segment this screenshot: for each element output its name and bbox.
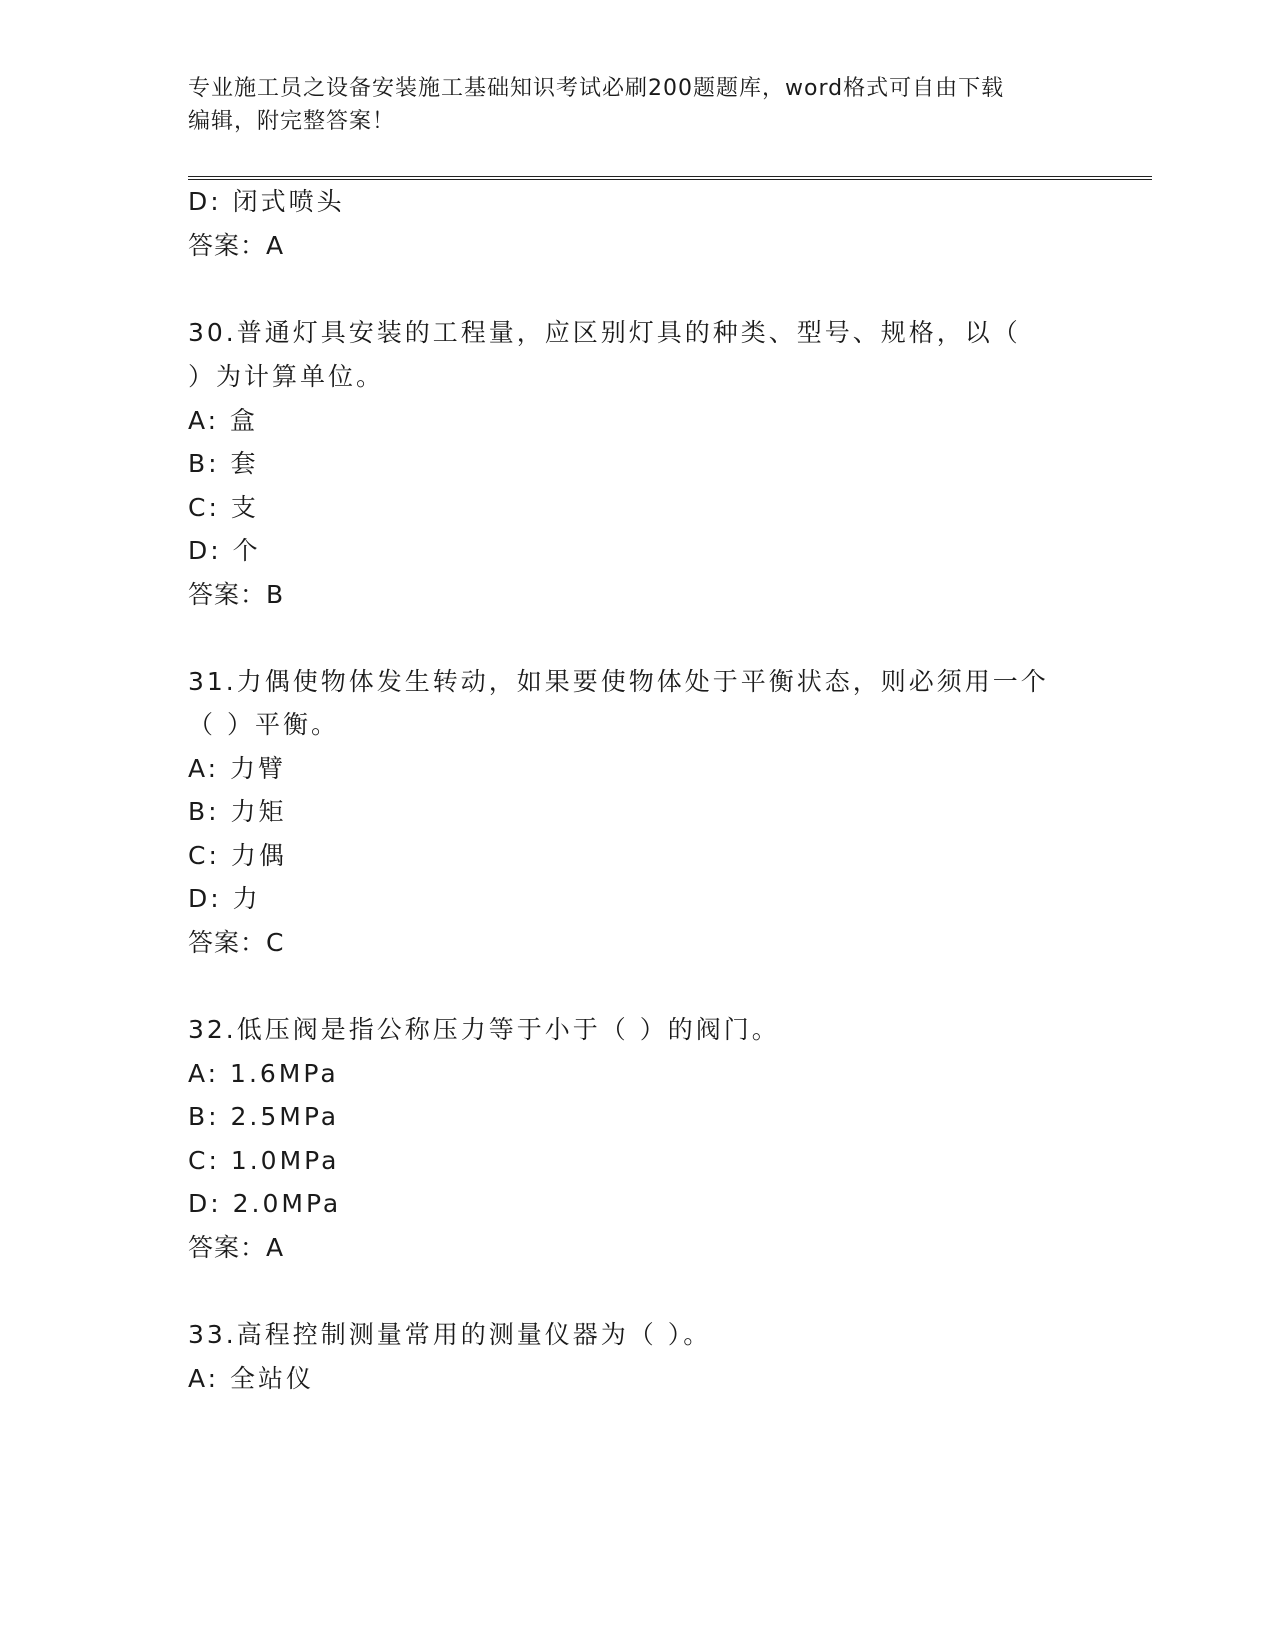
q32-option-d: D: 2.0MPa [188, 1189, 342, 1218]
q30-answer: 答案：B [188, 580, 285, 609]
q32-option-a: A: 1.6MPa [188, 1059, 339, 1088]
q31-answer: 答案：C [188, 928, 285, 957]
q33-stem-line-1: 33.高程控制测量常用的测量仪器为（ ）。 [188, 1320, 712, 1349]
q29-option-d: D: 闭式喷头 [188, 187, 345, 216]
q30-option-c: C: 支 [188, 493, 259, 522]
header-divider [188, 176, 1152, 180]
header-title-line-1: 专业施工员之设备安装施工基础知识考试必刷200题题库，word格式可自由下载 [188, 76, 1005, 101]
q33-option-a: A: 全站仪 [188, 1364, 315, 1393]
q31-option-c: C: 力偶 [188, 841, 287, 870]
q31-stem-line-1: 31.力偶使物体发生转动，如果要使物体处于平衡状态，则必须用一个 [188, 667, 1049, 696]
q31-option-a: A: 力臂 [188, 754, 287, 783]
q29-answer: 答案：A [188, 231, 285, 260]
q30-option-a: A: 盒 [188, 406, 259, 435]
q30-stem-line-1: 30.普通灯具安装的工程量，应区别灯具的种类、型号、规格，以（ [188, 318, 1021, 347]
q32-option-c: C: 1.0MPa [188, 1146, 340, 1175]
q30-option-d: D: 个 [188, 536, 261, 565]
q32-answer: 答案：A [188, 1233, 285, 1262]
q32-stem-line-1: 32.低压阀是指公称压力等于小于（ ）的阀门。 [188, 1015, 780, 1044]
q31-stem-line-2: （ ）平衡。 [188, 710, 339, 739]
q31-option-d: D: 力 [188, 884, 261, 913]
document-header [188, 72, 1068, 138]
q30-stem-line-2: ）为计算单位。 [188, 362, 385, 391]
header-title-line-2: 编辑，附完整答案！ [188, 109, 396, 134]
q30-option-b: B: 套 [188, 449, 259, 478]
q31-option-b: B: 力矩 [188, 797, 287, 826]
q32-option-b: B: 2.5MPa [188, 1102, 340, 1131]
